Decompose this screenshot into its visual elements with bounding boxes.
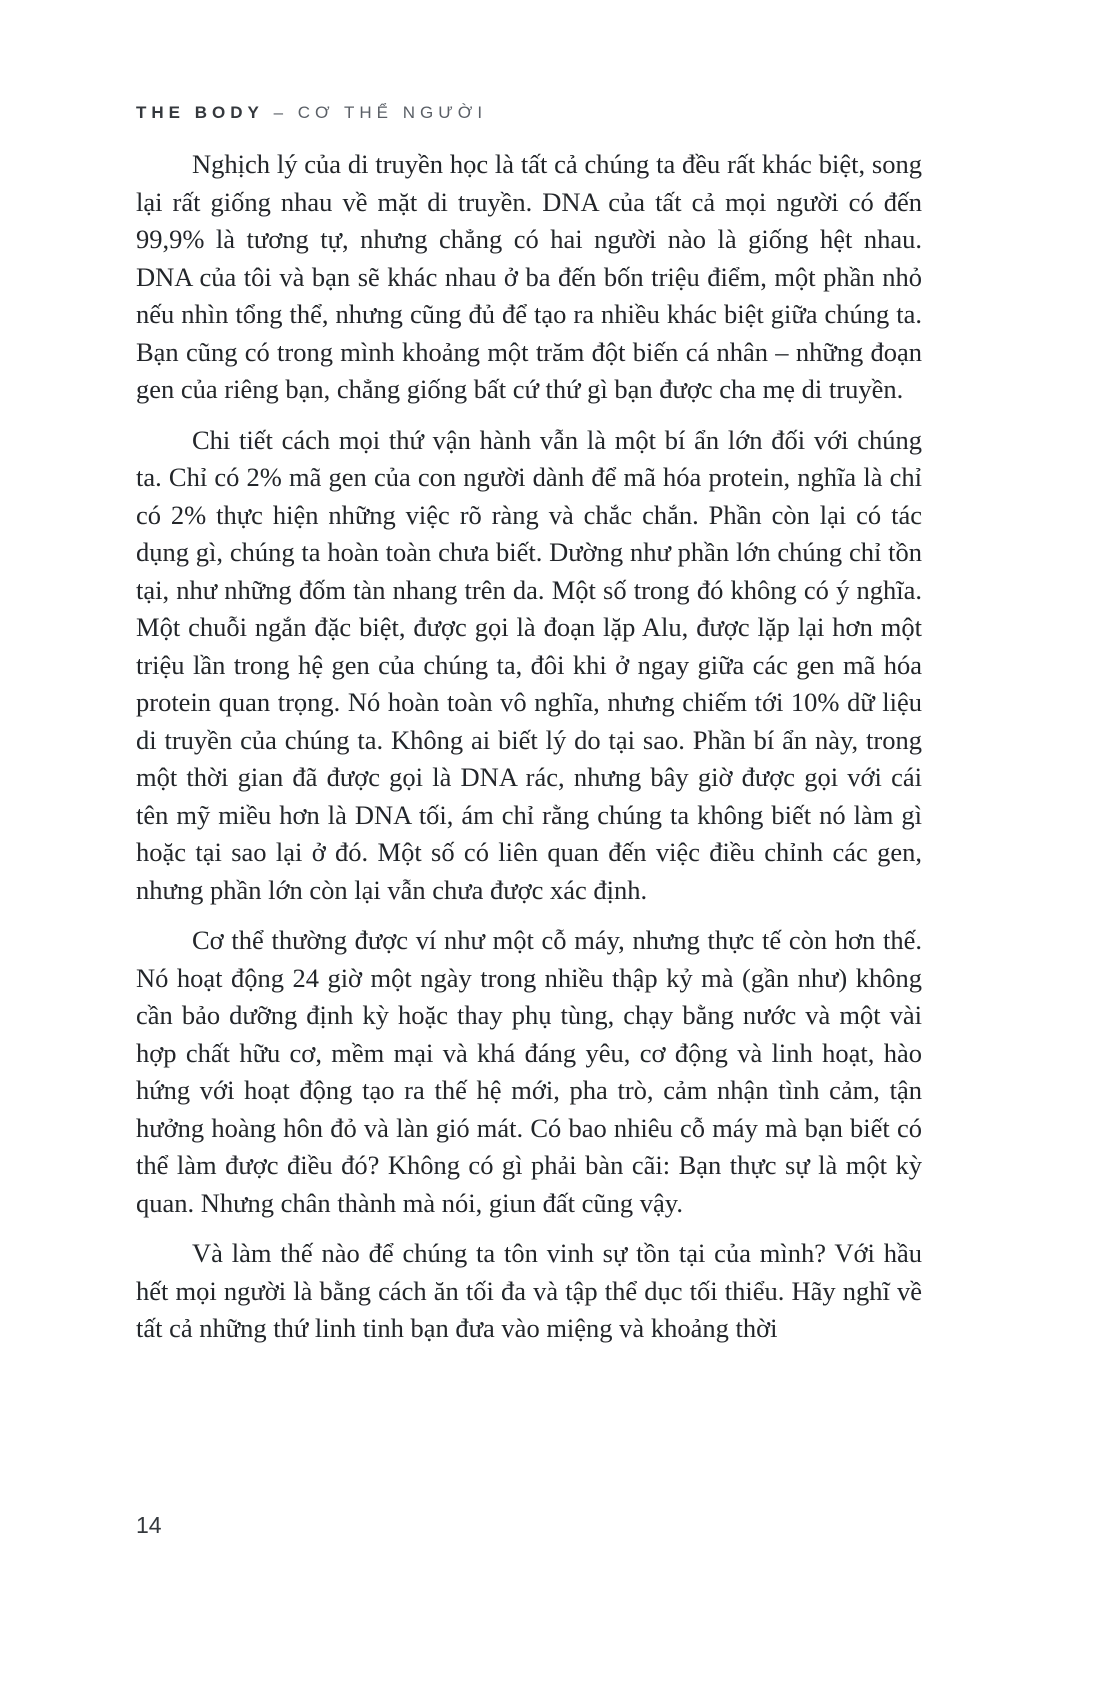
book-title: THE BODY xyxy=(136,103,264,122)
book-subtitle: – CƠ THỂ NGƯỜI xyxy=(273,103,488,122)
paragraph-4: Và làm thế nào để chúng ta tôn vinh sự tồn tại của mình? Với hầu hết mọi người là bằng cách ăn tối đa và tập thể dục tối thiểu. Hãy nghĩ về tất cả những thứ linh tinh bạn đưa vào miệng và khoảng thời xyxy=(136,1238,922,1343)
paragraph-3: Cơ thể thường được ví như một cỗ máy, nhưng thực tế còn hơn thế. Nó hoạt động 24 giờ một ngày trong nhiều thập kỷ mà (gần như) không cần bảo dưỡng định kỳ hoặc thay phụ tùng, chạy bằng nước và một vài hợp chất hữu cơ, mềm mại và khá đáng yêu, cơ động và linh hoạt, hào hứng với hoạt động tạo ra thế hệ mới, pha trò, cảm nhận tình cảm, tận hưởng hoàng hôn đỏ và làn gió mát. Có bao nhiêu cỗ máy mà bạn biết có thể làm được điều đó? Không có gì phải bàn cãi: Bạn thực sự là một kỳ quan. Nhưng chân thành mà nói, giun đất cũng vậy. xyxy=(136,925,922,1218)
paragraph-1: Nghịch lý của di truyền học là tất cả chúng ta đều rất khác biệt, song lại rất giống nhau về mặt di truyền. DNA của tất cả mọi người có đến 99,9% là tương tự, nhưng chẳng có hai người nào là giống hệt nhau. DNA của tôi và bạn sẽ khác nhau ở ba đến bốn triệu điểm, một phần nhỏ nếu nhìn tổng thể, nhưng cũng đủ để tạo ra nhiều khác biệt giữa chúng ta. Bạn cũng có trong mình khoảng một trăm đột biến cá nhân – những đoạn gen của riêng bạn, chẳng giống bất cứ thứ gì bạn được cha mẹ di truyền. xyxy=(136,149,922,404)
body-text xyxy=(136,146,922,1361)
paragraph-2: Chi tiết cách mọi thứ vận hành vẫn là một bí ẩn lớn đối với chúng ta. Chỉ có 2% mã gen của con người dành để mã hóa protein, nghĩa là chỉ có 2% thực hiện những việc rõ ràng và chắc chắn. Phần còn lại có tác dụng gì, chúng ta hoàn toàn chưa biết. Dường như phần lớn chúng chỉ tồn tại, như những đốm tàn nhang trên da. Một số trong đó không có ý nghĩa. Một chuỗi ngắn đặc biệt, được gọi là đoạn lặp Alu, được lặp lại hơn một triệu lần trong hệ gen của chúng ta, đôi khi ở ngay giữa các gen mã hóa protein quan trọng. Nó hoàn toàn vô nghĩa, nhưng chiếm tới 10% dữ liệu di truyền của chúng ta. Không ai biết lý do tại sao. Phần bí ẩn này, trong một thời gian đã được gọi là DNA rác, nhưng bây giờ được gọi với cái tên mỹ miều hơn là DNA tối, ám chỉ rằng chúng ta không biết nó làm gì hoặc tại sao lại ở đó. Một số có liên quan đến việc điều chỉnh các gen, nhưng phần lớn còn lại vẫn chưa được xác định. xyxy=(136,424,922,905)
page-number: 14 xyxy=(136,1512,162,1538)
running-header xyxy=(136,103,487,123)
